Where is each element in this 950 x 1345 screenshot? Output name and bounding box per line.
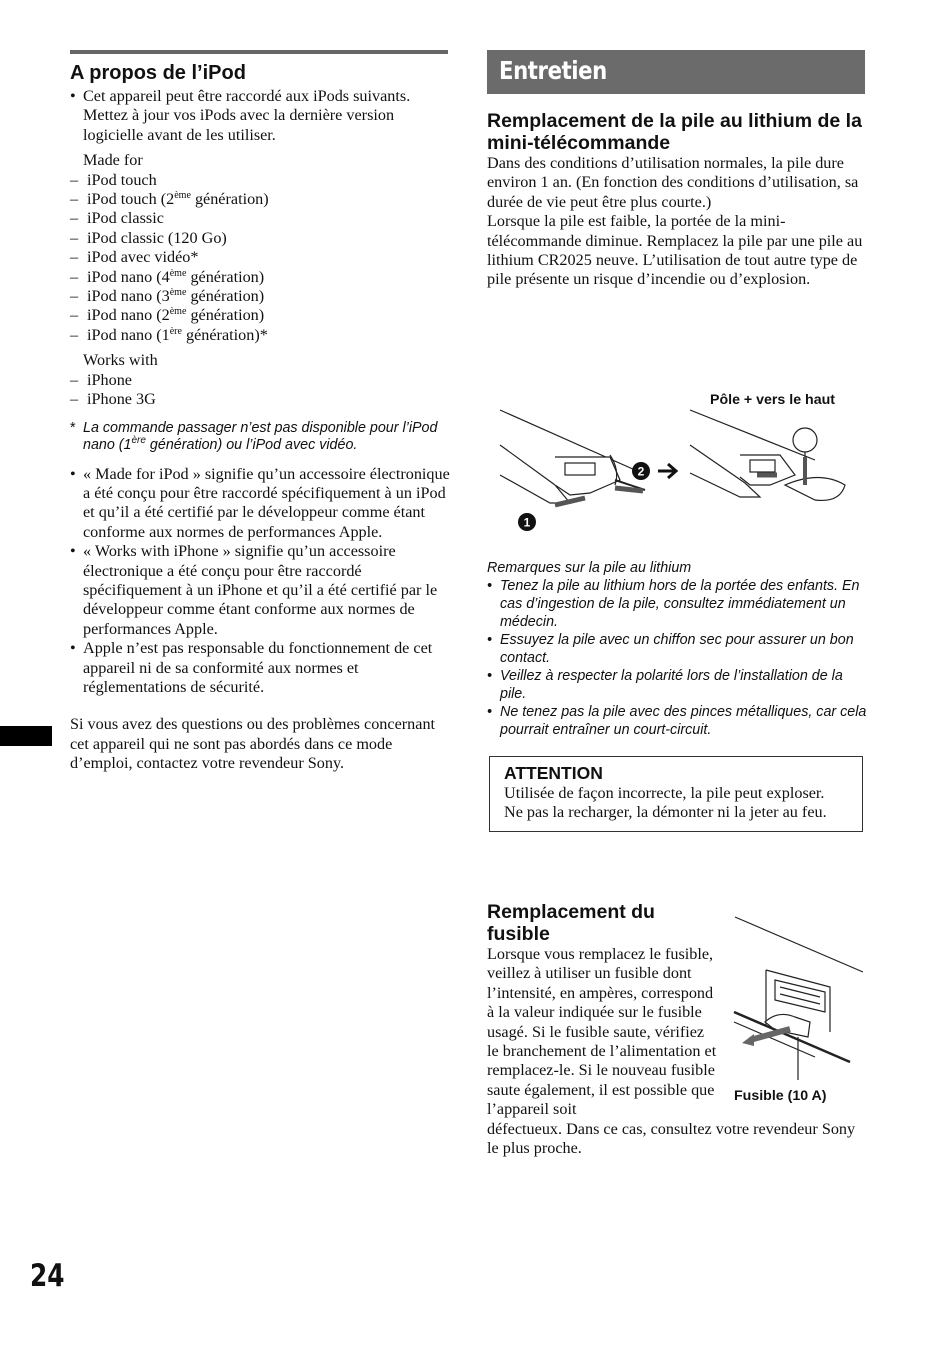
attention-box (489, 756, 863, 832)
footnote-pre: La commande passager n’est pas disponible pour l’iPod nano (1 (83, 419, 438, 453)
fuse-heading: Remplacement du fusible (487, 901, 655, 945)
item-text: iPod nano (2 (87, 306, 170, 325)
item-superscript: ème (174, 190, 191, 202)
section-banner (487, 50, 865, 94)
battery-heading: Remplacement de la pile au lithium de la mini-télécommande (487, 110, 862, 154)
bullet-made-for-ipod: • « Made for iPod » signifie qu’un accessoire électronique a été conçu pour être raccordé spécifiquement à un iPod et qu’il a été certifié par le développeur comme étant conforme aux normes de performances Apple. (70, 465, 450, 543)
step-1-number: 1 (523, 515, 531, 530)
made-for-item (70, 248, 450, 267)
section-title: Entretien (499, 56, 607, 85)
bullet-works-with-iphone: • « Works with iPhone » signifie qu’un accessoire électronique a été conçu pour être raccordé spécifiquement à un iPhone et qu’il a été certifié par le développeur comme étant conforme aux normes de performances Apple. (70, 542, 450, 639)
made-for-item (70, 268, 450, 287)
item-text: iPod nano (4 (87, 267, 170, 286)
made-for-item (70, 209, 450, 228)
attention-paragraph-1: Utilisée de façon incorrecte, la pile peut exploser. (504, 784, 825, 802)
item-text: iPod touch (87, 170, 157, 189)
works-with-list (70, 371, 450, 410)
item-text-suffix: génération) (186, 267, 265, 286)
made-for-label: Made for (83, 151, 143, 170)
item-text-suffix: génération) (186, 287, 265, 306)
works-with-item: – iPhone (70, 371, 450, 390)
battery-notes (487, 559, 867, 739)
item-text: iPod touch (2 (87, 190, 175, 209)
made-for-item (70, 326, 450, 345)
note-item: • Essuyez la pile avec un chiffon sec pour assurer un bon contact. (487, 631, 867, 667)
footnote-post: génération) ou l’iPod avec vidéo. (145, 437, 358, 453)
battery-figure-label: Pôle + vers le haut (710, 392, 835, 408)
note-item: • Veillez à respecter la polarité lors de l’installation de la pile. (487, 667, 867, 703)
item-text-suffix: génération) (190, 190, 269, 209)
footnote-star: * (70, 419, 76, 436)
made-for-item (70, 306, 450, 325)
made-for-item (70, 229, 450, 248)
notes-heading: Remarques sur la pile au lithium (487, 560, 692, 576)
fuse-figure (730, 912, 870, 1092)
right-column (487, 50, 867, 290)
arrow-icon (658, 464, 676, 478)
battery-paragraph-2: Lorsque la pile est faible, la portée de la mini-télécommande diminue. Remplacez la pile par une pile au lithium CR2025 neuve. L’utilisation de tout autre type de pile présente un risque d’incendie ou d’explosion. (487, 212, 863, 289)
note-item: • Ne tenez pas la pile avec des pinces métalliques, car cela pourrait entraîner un court-circuit. (487, 703, 867, 739)
works-with-label: Works with (83, 351, 158, 370)
item-text: iPod nano (1 (87, 325, 170, 344)
fuse-text-narrow: Lorsque vous remplacez le fusible, veillez à utiliser un fusible dont l’intensité, en ampères, correspond à la valeur indiquée sur le fusible usagé. Si le fusible saute, vérifiez le branchement de l’alimentation et remplacez-le. Si le nouveau fusible saute également, il est possible que l’appareil soit (487, 945, 717, 1119)
made-for-list (70, 171, 450, 346)
fuse-text-wide: défectueux. Dans ce cas, consultez votre revendeur Sony le plus proche. (487, 1119, 856, 1158)
fuse-illustration (730, 912, 870, 1092)
item-text: iPod classic (120 Go) (87, 228, 227, 247)
item-superscript: ème (169, 267, 187, 279)
item-text: iPod classic (87, 209, 164, 228)
page-tab-marker (0, 726, 52, 746)
fuse-figure-label: Fusible (10 A) (734, 1088, 827, 1104)
battery-illustration (495, 385, 875, 545)
item-superscript: ème (169, 287, 187, 299)
attention-paragraph-2: Ne pas la recharger, la démonter ni la jeter au feu. (504, 803, 827, 822)
section-rule (70, 50, 448, 54)
made-for-item (70, 190, 450, 209)
made-for-item (70, 287, 450, 306)
works-with-item: – iPhone 3G (70, 390, 450, 409)
bullet-apple-disclaimer: • Apple n’est pas responsable du fonctionnement de cet appareil ni de sa conformité aux normes et réglementations de sécurité. (70, 639, 450, 697)
item-text-suffix: génération) (186, 306, 265, 325)
attention-title: ATTENTION (504, 763, 603, 783)
battery-figure (495, 385, 875, 545)
battery-paragraph-1: Dans des conditions d’utilisation normales, la pile dure environ 1 an. (En fonction des conditions d’utilisation, sa durée de vie peut être plus courte.) (487, 154, 859, 211)
note-item: • Tenez la pile au lithium hors de la portée des enfants. En cas d’ingestion de la pile, consultez immédiatement un médecin. (487, 577, 867, 631)
page-number: 24 (30, 1258, 65, 1294)
item-superscript: ère (169, 325, 182, 337)
ipod-heading: A propos de l’iPod (70, 62, 246, 84)
made-for-item (70, 171, 450, 190)
item-superscript: ème (169, 306, 187, 318)
footnote (70, 420, 450, 455)
footnote-sup: ère (131, 435, 146, 446)
notes-list (487, 577, 867, 739)
item-text: iPod nano (3 (87, 287, 170, 306)
item-text-suffix: génération)* (181, 325, 268, 344)
item-text: iPod avec vidéo* (87, 248, 199, 267)
step-2-number: 2 (637, 464, 645, 479)
bullet-compat: • Cet appareil peut être raccordé aux iPods suivants. Mettez à jour vos iPods avec la dernière version logicielle avant de les utiliser. (70, 87, 450, 145)
closing-paragraph: Si vous avez des questions ou des problèmes concernant cet appareil qui ne sont pas abordés dans ce mode d’emploi, contactez votre revendeur Sony. (70, 715, 436, 773)
left-column (70, 50, 450, 774)
